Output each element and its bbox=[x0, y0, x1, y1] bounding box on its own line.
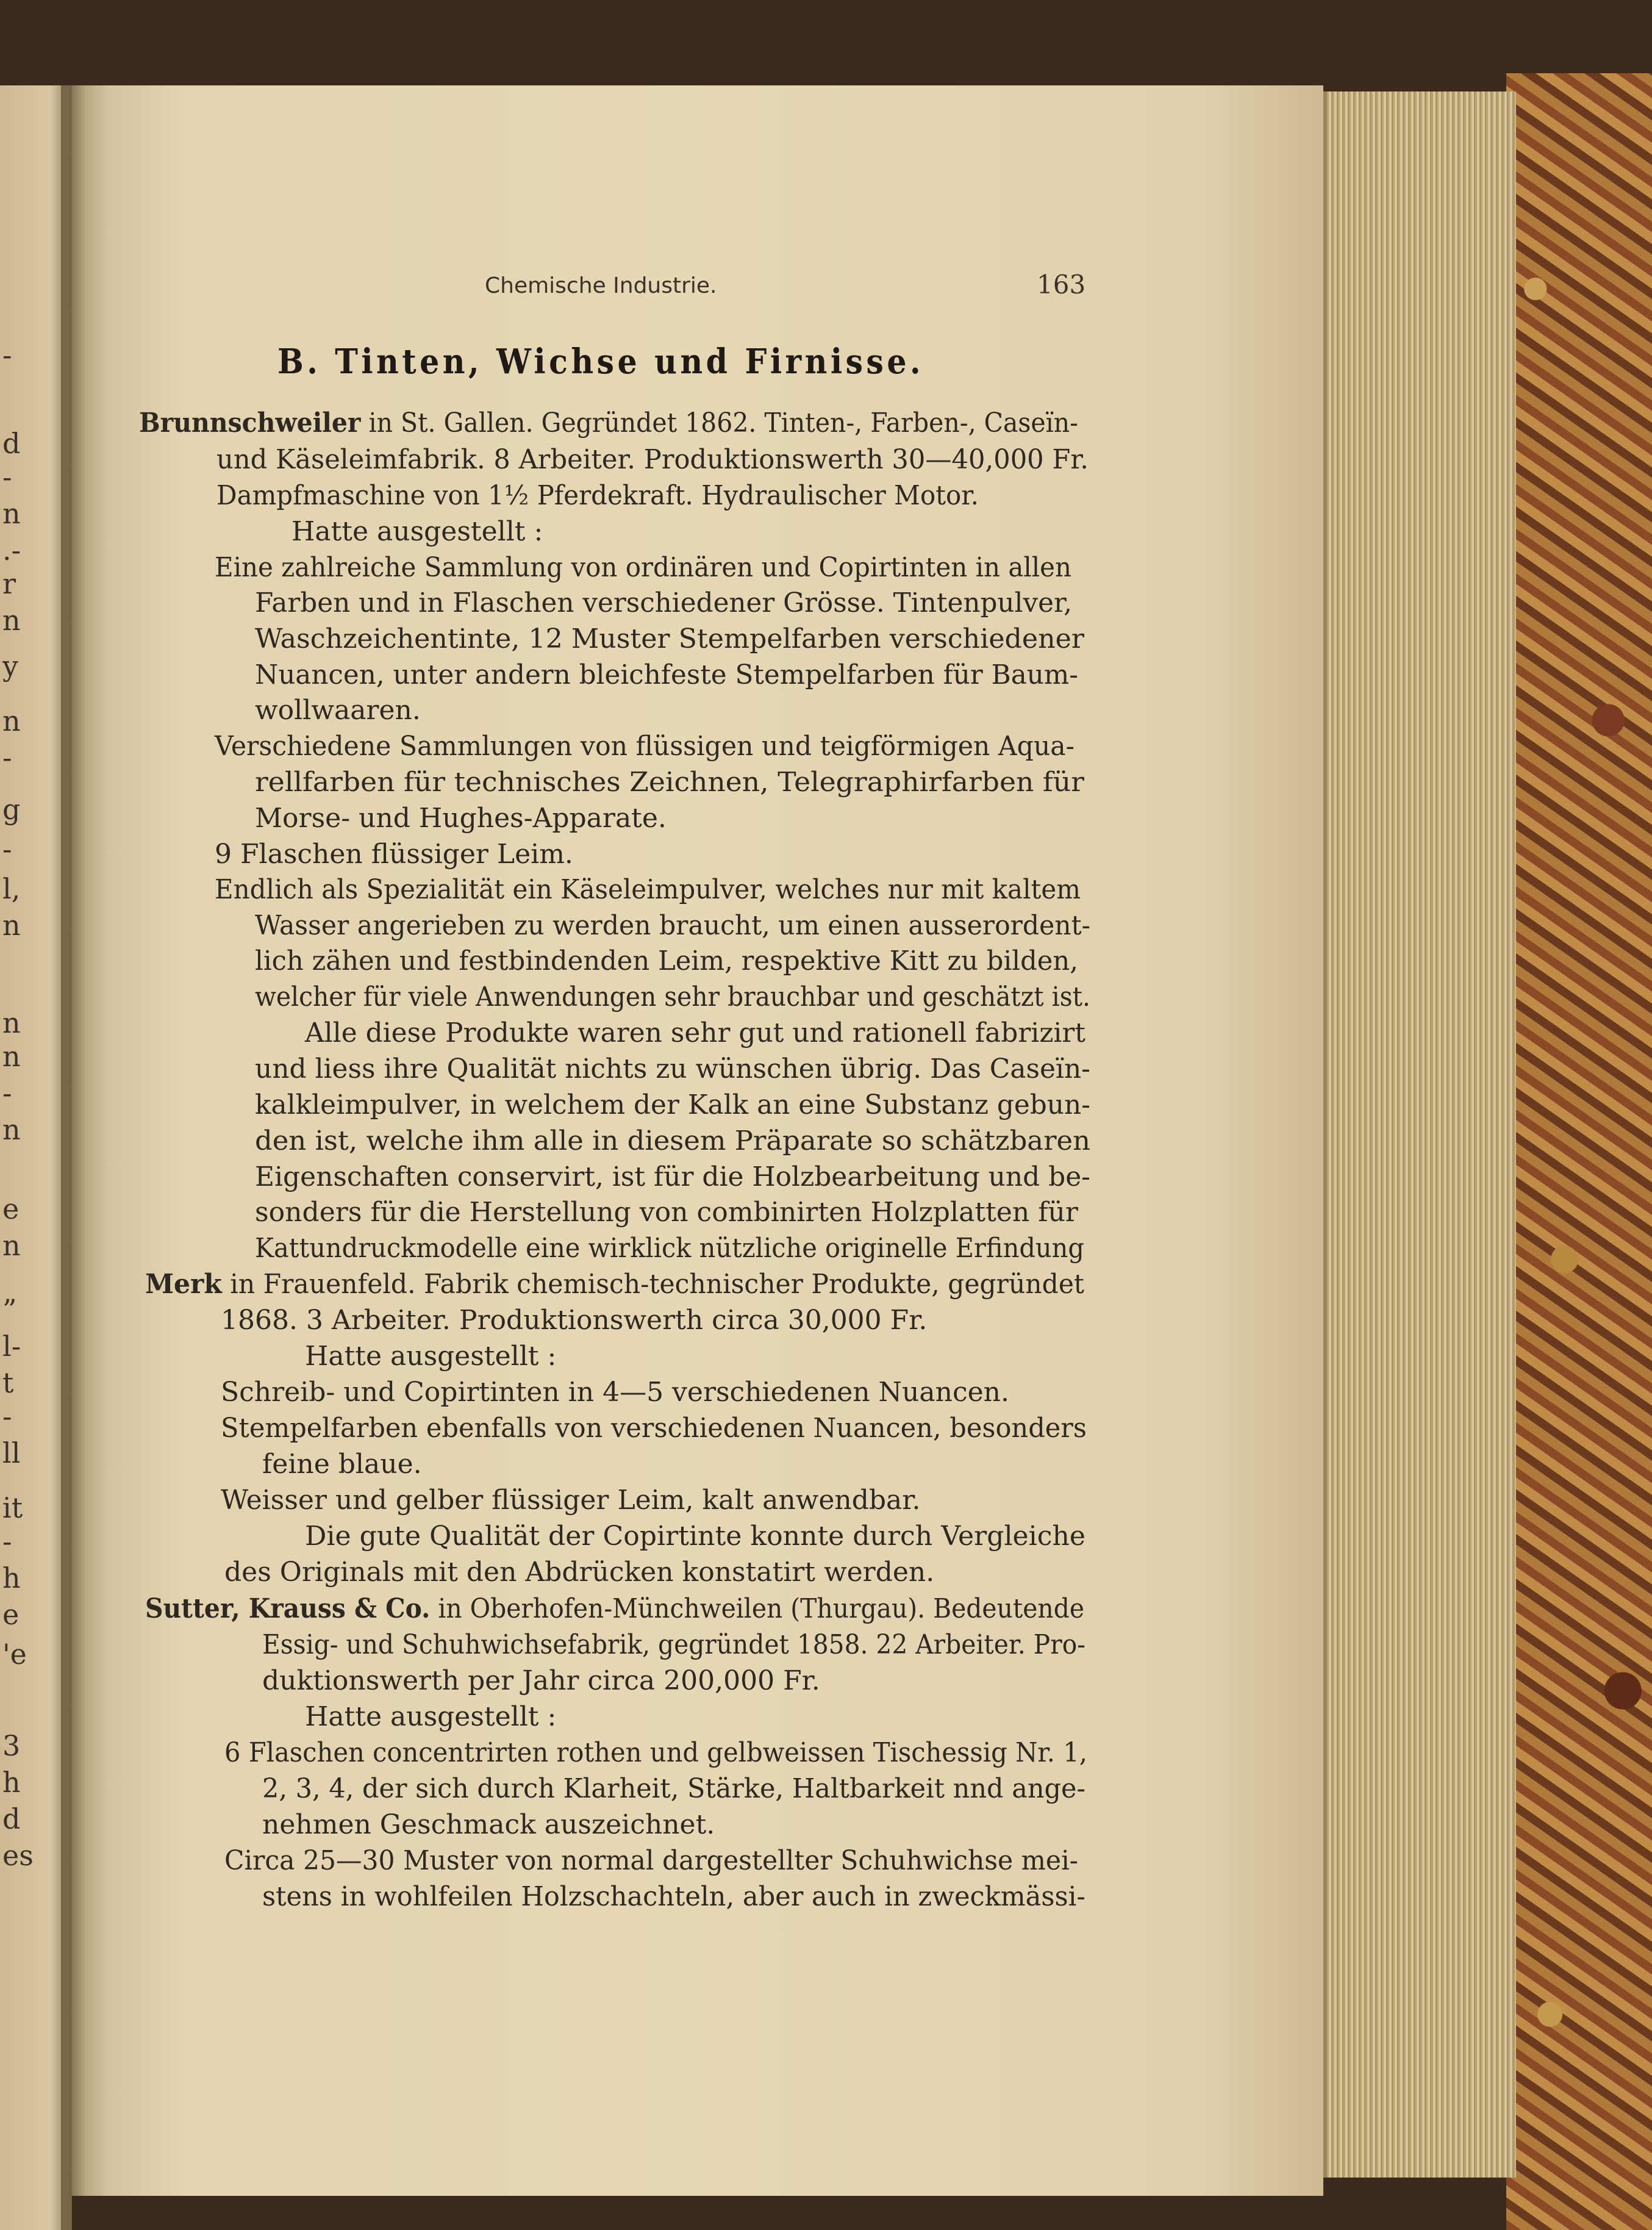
line-text: Alle diese Produkte waren sehr gut und rationell fabrizirt bbox=[305, 1017, 1085, 1049]
line-text: Dampfmaschine von 1½ Pferdekraft. Hydraulischer Motor. bbox=[216, 480, 979, 511]
text-line bbox=[139, 407, 1078, 439]
left-page-fragment: r bbox=[2, 567, 16, 600]
text-line bbox=[255, 981, 1090, 1013]
text-line bbox=[262, 1881, 1085, 1912]
left-page-fragment: d bbox=[2, 427, 21, 460]
text-line bbox=[255, 1233, 1084, 1264]
text-line bbox=[145, 1593, 1084, 1624]
line-text: welcher für viele Anwendungen sehr brauchbar und geschätzt ist. bbox=[255, 981, 1090, 1013]
left-page-fragment: .- bbox=[2, 534, 21, 567]
firm-name: Brunnschweiler bbox=[139, 407, 361, 439]
text-line bbox=[221, 1413, 1087, 1444]
left-page-fragment: n bbox=[2, 704, 21, 737]
line-text: Kattundruckmodelle eine wirklick nützliche originelle Erfindung bbox=[255, 1233, 1084, 1264]
left-page-fragment: - bbox=[2, 741, 12, 774]
line-text: duktionswerth per Jahr circa 200,000 Fr. bbox=[262, 1665, 820, 1696]
left-page-fragment: - bbox=[2, 339, 12, 371]
line-text: 1868. 3 Arbeiter. Produktionswerth circa 30,000 Fr. bbox=[221, 1305, 928, 1336]
line-text: des Originals mit den Abdrücken konstatirt werden. bbox=[224, 1557, 935, 1588]
text-line bbox=[255, 1053, 1090, 1085]
text-line bbox=[255, 1197, 1078, 1228]
line-text: Eine zahlreiche Sammlung von ordinären und Copirtinten in allen bbox=[215, 552, 1071, 583]
left-page-fragment: y bbox=[2, 650, 18, 683]
text-line bbox=[291, 516, 543, 547]
left-page-fragment: g bbox=[2, 793, 21, 826]
line-text: rellfarben für technisches Zeichnen, Telegraphirfarben für bbox=[255, 767, 1084, 798]
text-line bbox=[255, 695, 421, 726]
text-line bbox=[255, 910, 1090, 941]
page-number: 163 bbox=[1037, 270, 1086, 299]
text-line bbox=[221, 1377, 1009, 1408]
left-page-fragment: n bbox=[2, 1040, 21, 1073]
left-page-fragment: - bbox=[2, 1400, 12, 1433]
text-line bbox=[262, 1773, 1085, 1804]
left-page-fragment: - bbox=[2, 1525, 12, 1558]
left-page-fragment: ll bbox=[2, 1436, 21, 1469]
line-text: wollwaaren. bbox=[255, 695, 421, 726]
left-page-fragment: e bbox=[2, 1192, 20, 1225]
line-text: 6 Flaschen concentrirten rothen und gelbweissen Tischessig Nr. 1, bbox=[224, 1737, 1087, 1768]
text-line bbox=[215, 874, 1081, 905]
left-page-fragment: 'e bbox=[2, 1638, 27, 1671]
line-text: Nuancen, unter andern bleichfeste Stempelfarben für Baum- bbox=[255, 659, 1078, 690]
left-page-fragment: d bbox=[2, 1802, 21, 1835]
left-page-fragment: n bbox=[2, 1113, 21, 1146]
text-line bbox=[255, 587, 1072, 618]
line-text: Die gute Qualität der Copirtinte konnte durch Vergleiche bbox=[305, 1521, 1085, 1552]
line-text: Essig- und Schuhwichsefabrik, gegründet 1858. 22 Arbeiter. Pro- bbox=[262, 1629, 1085, 1660]
line-text: Farben und in Flaschen verschiedener Grösse. Tintenpulver, bbox=[255, 587, 1072, 618]
text-line bbox=[224, 1737, 1087, 1768]
text-line bbox=[262, 1665, 820, 1696]
line-text: Schreib- und Copirtinten in 4—5 verschiedenen Nuancen. bbox=[221, 1377, 1009, 1408]
firm-name: Merk bbox=[145, 1269, 222, 1300]
left-page-fragment: 3 bbox=[2, 1729, 21, 1762]
left-page-fragment: - bbox=[2, 833, 12, 866]
text-line bbox=[215, 552, 1071, 583]
text-line bbox=[305, 1341, 556, 1372]
left-page-fragment: es bbox=[2, 1839, 34, 1872]
text-line bbox=[262, 1629, 1085, 1660]
left-page-fragment: n bbox=[2, 604, 21, 637]
spine-shadow bbox=[61, 85, 85, 2230]
line-text: feine blaue. bbox=[262, 1449, 422, 1480]
text-line bbox=[221, 1485, 920, 1516]
line-text: lich zähen und festbindenden Leim, respektive Kitt zu bilden, bbox=[255, 945, 1078, 977]
text-line bbox=[145, 1269, 1084, 1300]
text-line bbox=[221, 1305, 927, 1336]
line-text: Waschzeichentinte, 12 Muster Stempelfarben verschiedener bbox=[255, 623, 1084, 654]
firm-name: Sutter, Krauss & Co. bbox=[145, 1593, 431, 1624]
text-line bbox=[305, 1017, 1085, 1049]
line-text: Hatte ausgestellt : bbox=[291, 516, 543, 547]
line-text: in Frauenfeld. Fabrik chemisch-technischer Produkte, gegründet bbox=[221, 1269, 1084, 1300]
left-page-fragment: n bbox=[2, 909, 21, 942]
left-page-fragment: ” bbox=[2, 1293, 17, 1326]
left-page-fragment: it bbox=[2, 1491, 23, 1524]
left-page-fragment: n bbox=[2, 497, 21, 530]
text-line bbox=[224, 1557, 934, 1588]
line-text: Morse- und Hughes-Apparate. bbox=[255, 803, 667, 834]
line-text: Hatte ausgestellt : bbox=[305, 1701, 557, 1732]
text-line bbox=[255, 623, 1084, 654]
line-text: Eigenschaften conservirt, ist für die Holzbearbeitung und be- bbox=[255, 1161, 1090, 1192]
left-page-fragment: h bbox=[2, 1766, 21, 1799]
text-line bbox=[224, 1845, 1078, 1876]
line-text: nehmen Geschmack auszeichnet. bbox=[262, 1809, 715, 1840]
text-line bbox=[215, 839, 573, 870]
left-page-fragment: e bbox=[2, 1598, 20, 1631]
text-line bbox=[255, 1125, 1090, 1156]
page-edges bbox=[1323, 91, 1516, 2178]
left-page-fragment: n bbox=[2, 1229, 21, 1262]
line-text: und Käseleimfabrik. 8 Arbeiter. Produktionswerth 30—40,000 Fr. bbox=[216, 444, 1089, 475]
line-text: den ist, welche ihm alle in diesem Präparate so schätzbaren bbox=[255, 1125, 1090, 1156]
left-page-fragment: n bbox=[2, 1006, 21, 1039]
text-line bbox=[255, 803, 667, 834]
line-text: Weisser und gelber flüssiger Leim, kalt anwendbar. bbox=[221, 1485, 921, 1516]
text-line bbox=[262, 1449, 422, 1480]
line-text: Hatte ausgestellt : bbox=[305, 1341, 557, 1372]
line-text: 9 Flaschen flüssiger Leim. bbox=[215, 839, 573, 870]
line-text: in Oberhofen-Münchweilen (Thurgau). Bedeutende bbox=[430, 1593, 1084, 1624]
line-text: Wasser angerieben zu werden braucht, um einen ausserordent- bbox=[255, 910, 1090, 941]
line-text: Stempelfarben ebenfalls von verschiedenen Nuancen, besonders bbox=[221, 1413, 1087, 1444]
line-text: Endlich als Spezialität ein Käseleimpulver, welches nur mit kaltem bbox=[215, 874, 1081, 905]
section-heading: B. Tinten, Wichse und Firnisse. bbox=[277, 342, 924, 382]
marbled-cover bbox=[1506, 73, 1652, 2230]
text-line bbox=[216, 444, 1089, 475]
text-line bbox=[305, 1701, 556, 1732]
line-text: in St. Gallen. Gegründet 1862. Tinten-, Farben-, Caseïn- bbox=[360, 407, 1078, 439]
text-line bbox=[255, 659, 1078, 690]
text-line bbox=[305, 1521, 1085, 1552]
left-page-fragment: l, bbox=[2, 872, 21, 905]
text-line bbox=[255, 945, 1078, 977]
left-page-fragment: t bbox=[2, 1366, 14, 1399]
left-page-fragment: l- bbox=[2, 1330, 21, 1363]
text-line bbox=[255, 1161, 1090, 1192]
text-line bbox=[255, 1089, 1090, 1120]
line-text: kalkleimpulver, in welchem der Kalk an eine Substanz gebun- bbox=[255, 1089, 1090, 1120]
running-header-title: Chemische Industrie. bbox=[485, 273, 717, 298]
left-page-fragment: - bbox=[2, 461, 12, 493]
text-line bbox=[215, 731, 1075, 762]
text-line bbox=[216, 480, 979, 511]
text-line bbox=[255, 767, 1084, 798]
line-text: und liess ihre Qualität nichts zu wünschen übrig. Das Caseïn- bbox=[255, 1053, 1090, 1085]
text-line bbox=[262, 1809, 715, 1840]
line-text: stens in wohlfeilen Holzschachteln, aber auch in zweckmässi- bbox=[262, 1881, 1085, 1912]
line-text: 2, 3, 4, der sich durch Klarheit, Stärke, Haltbarkeit nnd ange- bbox=[262, 1773, 1085, 1804]
line-text: Verschiedene Sammlungen von flüssigen und teigförmigen Aqua- bbox=[215, 731, 1075, 762]
left-page-fragment: - bbox=[2, 1077, 12, 1110]
line-text: sonders für die Herstellung von combinirten Holzplatten für bbox=[255, 1197, 1079, 1228]
line-text: Circa 25—30 Muster von normal dargestellter Schuhwichse mei- bbox=[224, 1845, 1078, 1876]
left-page-fragment: h bbox=[2, 1561, 21, 1594]
